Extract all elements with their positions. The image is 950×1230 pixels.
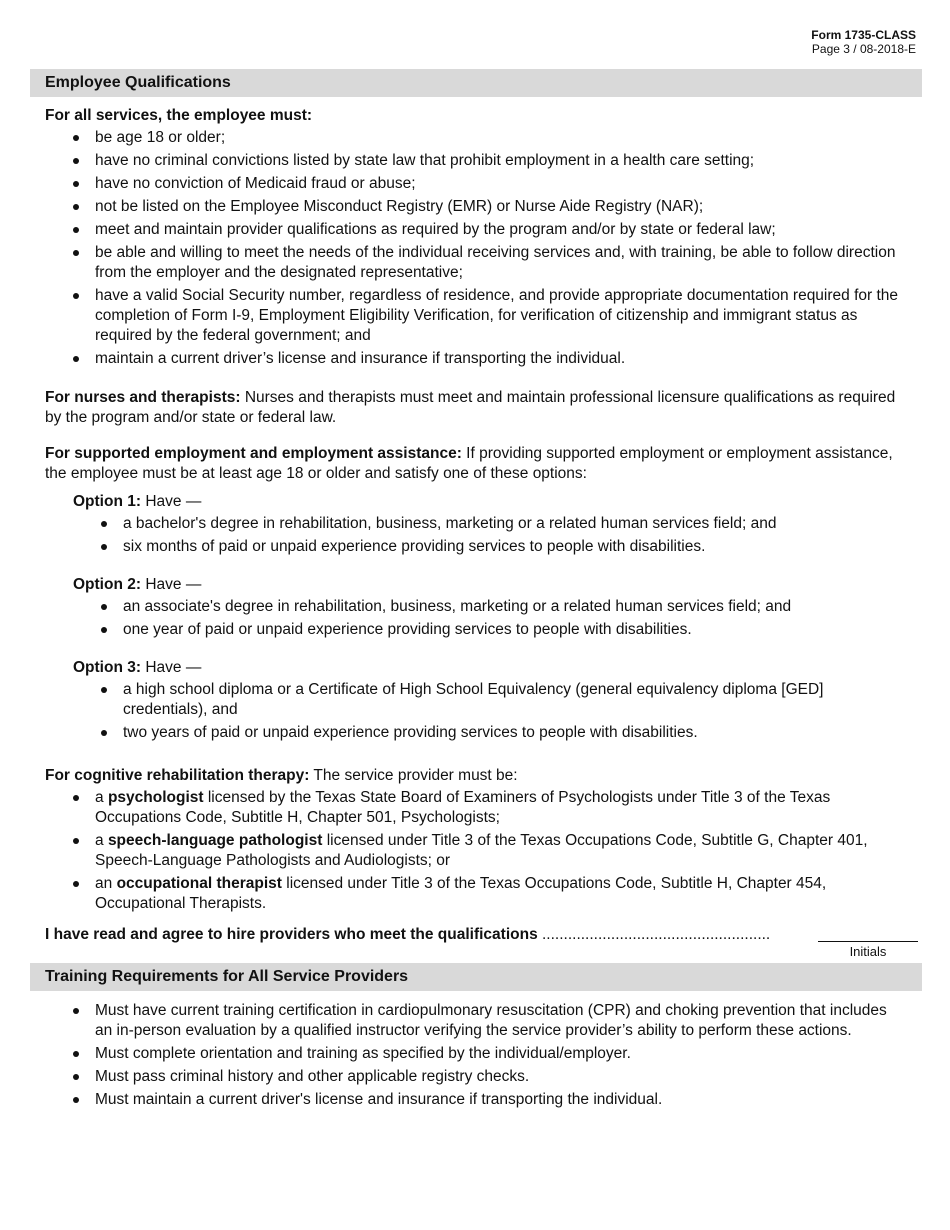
item-prefix: an	[95, 875, 117, 892]
option-text: Have —	[141, 659, 202, 676]
form-header	[811, 28, 916, 56]
list-item: two years of paid or unpaid experience providing services to people with disabilities.	[45, 723, 885, 743]
list-item: Must pass criminal history and other applicable registry checks.	[45, 1067, 905, 1087]
option-3-list	[45, 680, 885, 743]
list-item: be able and willing to meet the needs of the individual receiving services and, with training, be able to follow direction from the employer and the designated representative;	[45, 243, 905, 283]
agreement-leader-dots: .....................................................	[537, 926, 771, 943]
option-label: Option 3:	[73, 659, 142, 676]
all-services-heading: For all services, the employee must:	[45, 107, 313, 124]
cognitive-text: The service provider must be:	[309, 767, 518, 784]
option-2-list	[45, 597, 905, 640]
option-label: Option 2:	[73, 576, 142, 593]
agreement-text: I have read and agree to hire providers who meet the qualifications	[45, 926, 538, 943]
list-item: Must maintain a current driver's license and insurance if transporting the individual.	[45, 1090, 905, 1110]
item-profession: speech-language pathologist	[107, 832, 323, 849]
qualifications-body	[45, 106, 905, 917]
initials-field[interactable]	[818, 941, 918, 942]
list-item: Must have current training certification in cardiopulmonary resuscitation (CPR) and choking prevention that includes an in-person evaluation by a qualified instructor verifying the service provider’s ability to perform these actions.	[45, 1001, 905, 1041]
list-item: a high school diploma or a Certificate of High School Equivalency (general equivalency diploma [GED] credentials), and	[45, 680, 885, 720]
list-item: have no criminal convictions listed by state law that prohibit employment in a health care setting;	[45, 151, 905, 171]
employment-text: If providing supported employment or employment assistance, the employee must be at least age 18 or older and satisfy one of these options:	[45, 445, 893, 482]
section-title: Training Requirements for All Service Providers	[45, 968, 409, 985]
section-training-requirements	[30, 963, 922, 991]
option-2	[45, 575, 905, 595]
cognitive-heading	[45, 766, 905, 786]
form-number: Form 1735-CLASS	[811, 28, 916, 42]
cognitive-label: For cognitive rehabilitation therapy:	[45, 767, 310, 784]
list-item: one year of paid or unpaid experience providing services to people with disabilities.	[45, 620, 905, 640]
initials-label: Initials	[849, 944, 887, 959]
option-text: Have —	[141, 493, 202, 510]
item-profession: occupational therapist	[116, 875, 282, 892]
employment-label: For supported employment and employment assistance:	[45, 445, 462, 462]
option-1-list	[45, 514, 905, 557]
nurses-text: Nurses and therapists must meet and maintain professional licensure qualifications as required by the program and/or state or federal law.	[45, 389, 896, 426]
list-item	[45, 831, 905, 871]
list-item: Must complete orientation and training as specified by the individual/employer.	[45, 1044, 905, 1064]
nurses-paragraph	[45, 388, 905, 428]
section-title: Employee Qualifications	[45, 74, 231, 91]
item-text: licensed under Title 3 of the Texas Occupations Code, Subtitle H, Chapter 454, Occupational Therapists.	[95, 875, 827, 912]
list-item: a bachelor's degree in rehabilitation, business, marketing or a related human services field; and	[45, 514, 905, 534]
list-item: meet and maintain provider qualifications as required by the program and/or by state or federal law;	[45, 220, 905, 240]
item-profession: psychologist	[107, 789, 204, 806]
training-body	[45, 1001, 905, 1113]
page-info: Page 3 / 08-2018-E	[811, 42, 916, 56]
list-item: have a valid Social Security number, regardless of residence, and provide appropriate documentation required for the completion of Form I-9, Employment Eligibility Verification, for verification of citizenship and immigrant status as required by the federal government; and	[45, 286, 905, 346]
list-item: have no conviction of Medicaid fraud or abuse;	[45, 174, 905, 194]
list-item	[45, 788, 905, 828]
list-item	[45, 874, 905, 914]
option-text: Have —	[141, 576, 202, 593]
section-employee-qualifications	[30, 69, 922, 97]
agreement-line	[45, 925, 815, 945]
item-text: licensed under Title 3 of the Texas Occupations Code, Subtitle G, Chapter 401, Speech-Language Pathologists and Audiologists; or	[95, 832, 868, 869]
list-item: be age 18 or older;	[45, 128, 905, 148]
training-list	[45, 1001, 905, 1110]
option-3	[45, 658, 905, 678]
list-item: maintain a current driver’s license and insurance if transporting the individual.	[45, 349, 905, 369]
item-prefix: a	[95, 789, 108, 806]
nurses-label: For nurses and therapists:	[45, 389, 241, 406]
cognitive-list	[45, 788, 905, 914]
employment-paragraph	[45, 444, 905, 484]
item-prefix: a	[95, 832, 108, 849]
list-item: not be listed on the Employee Misconduct Registry (EMR) or Nurse Aide Registry (NAR);	[45, 197, 905, 217]
option-1	[45, 492, 905, 512]
all-services-list	[45, 128, 905, 369]
item-text: licensed by the Texas State Board of Examiners of Psychologists under Title 3 of the Texas Occupations Code, Subtitle H, Chapter 501, Psychologists;	[95, 789, 831, 826]
option-label: Option 1:	[73, 493, 142, 510]
list-item: an associate's degree in rehabilitation, business, marketing or a related human services field; and	[45, 597, 905, 617]
list-item: six months of paid or unpaid experience providing services to people with disabilities.	[45, 537, 905, 557]
